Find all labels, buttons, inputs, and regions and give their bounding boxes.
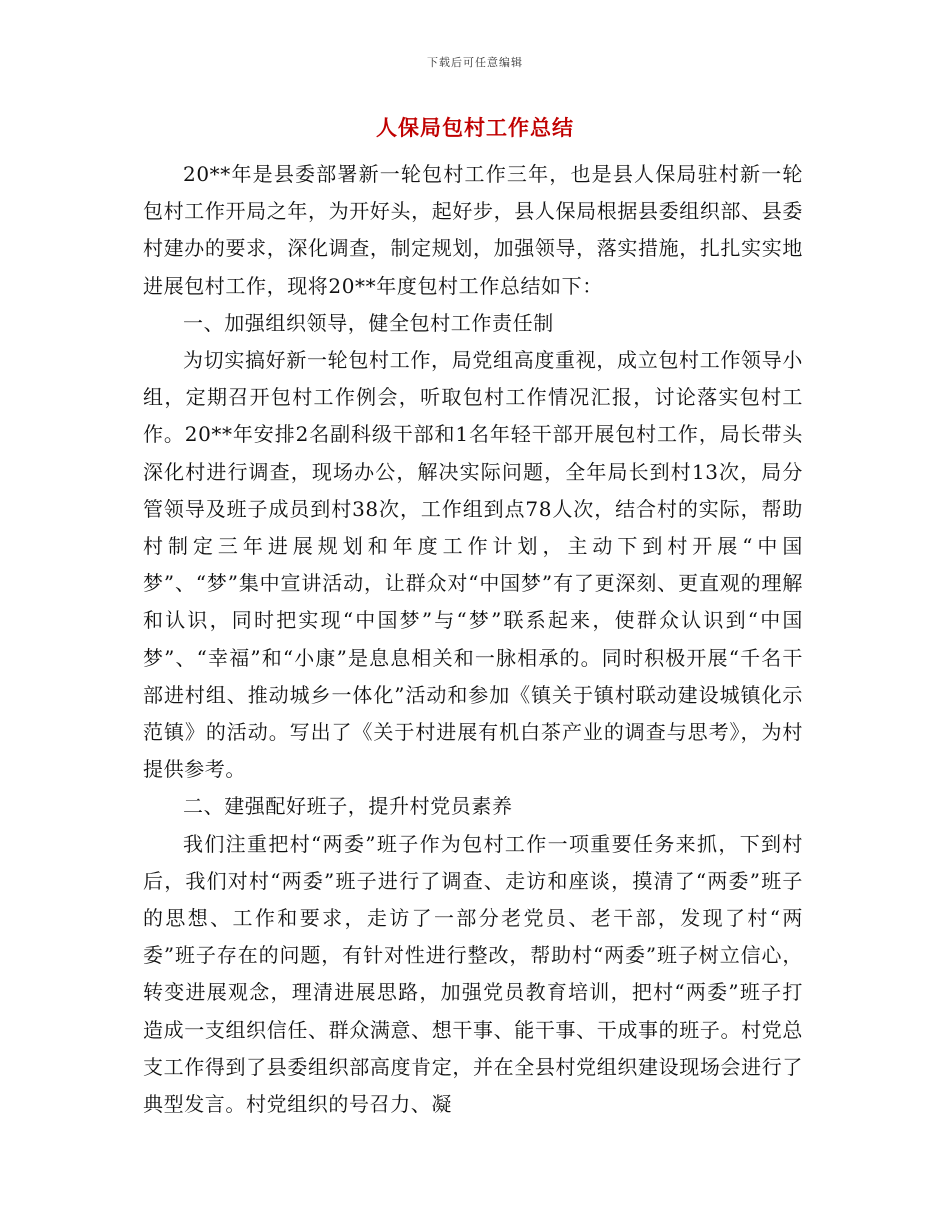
paragraph-section-2: 我们注重把村“两委”班子作为包村工作一项重要任务来抓，下到村后，我们对村“两委”班子进行了调查、走访和座谈，摸清了“两委”班子的思想、工作和要求，走访了一部分老党员、老干部，发现了村“两委”班子存在的问题，有针对性进行整改，帮助村“两委”班子树立信心，转变进展观念，理清进展思路，加强党员教育培训，把村“两委”班子打造成一支组织信任、群众满意、想干事、能干事、干成事的班子。村党总支工作得到了县委组织部高度肯定，并在全县村党组织建设现场会进行了典型发言。村党组织的号召力、凝 <box>143 831 803 1117</box>
paragraph-intro: 20**年是县委部署新一轮包村工作三年，也是县人保局驻村新一轮包村工作开局之年，为开好头，起好步，县人保局根据县委组织部、县委村建办的要求，深化调查，制定规划，加强领导，落实措施，扎扎实实地进展包村工作，现将20**年度包村工作总结如下： <box>143 162 803 298</box>
section-heading-2: 二、建强配好班子，提升村党员素养 <box>183 794 513 819</box>
paragraph-section-1: 为切实搞好新一轮包村工作，局党组高度重视，成立包村工作领导小组，定期召开包村工作例会，听取包村工作情况汇报，讨论落实包村工作。20**年安排2名副科级干部和1名年轻干部开展包村工作，局长带头深化村进行调查，现场办公，解决实际问题，全年局长到村13次，局分管领导及班子成员到村38次，工作组到点78人次，结合村的实际，帮助村制定三年进展规划和年度工作计划，主动下到村开展“中国梦”、“梦”集中宣讲活动，让群众对“中国梦”有了更深刻、更直观的理解和认识，同时把实现“中国梦”与“梦”联系起来，使群众认识到“中国梦”、“幸福”和“小康”是息息相关和一脉相承的。同时积极开展“千名干部进村组、推动城乡一体化”活动和参加《镇关于镇村联动建设城镇化示范镇》的活动。写出了《关于村进展有机白茶产业的调查与思考》，为村提供参考。 <box>143 348 803 782</box>
section-heading-1: 一、加强组织领导，健全包村工作责任制 <box>183 310 554 335</box>
document-title: 人保局包村工作总结 <box>376 115 574 140</box>
header-note: 下载后可任意编辑 <box>427 56 523 69</box>
document-body <box>143 156 803 1123</box>
